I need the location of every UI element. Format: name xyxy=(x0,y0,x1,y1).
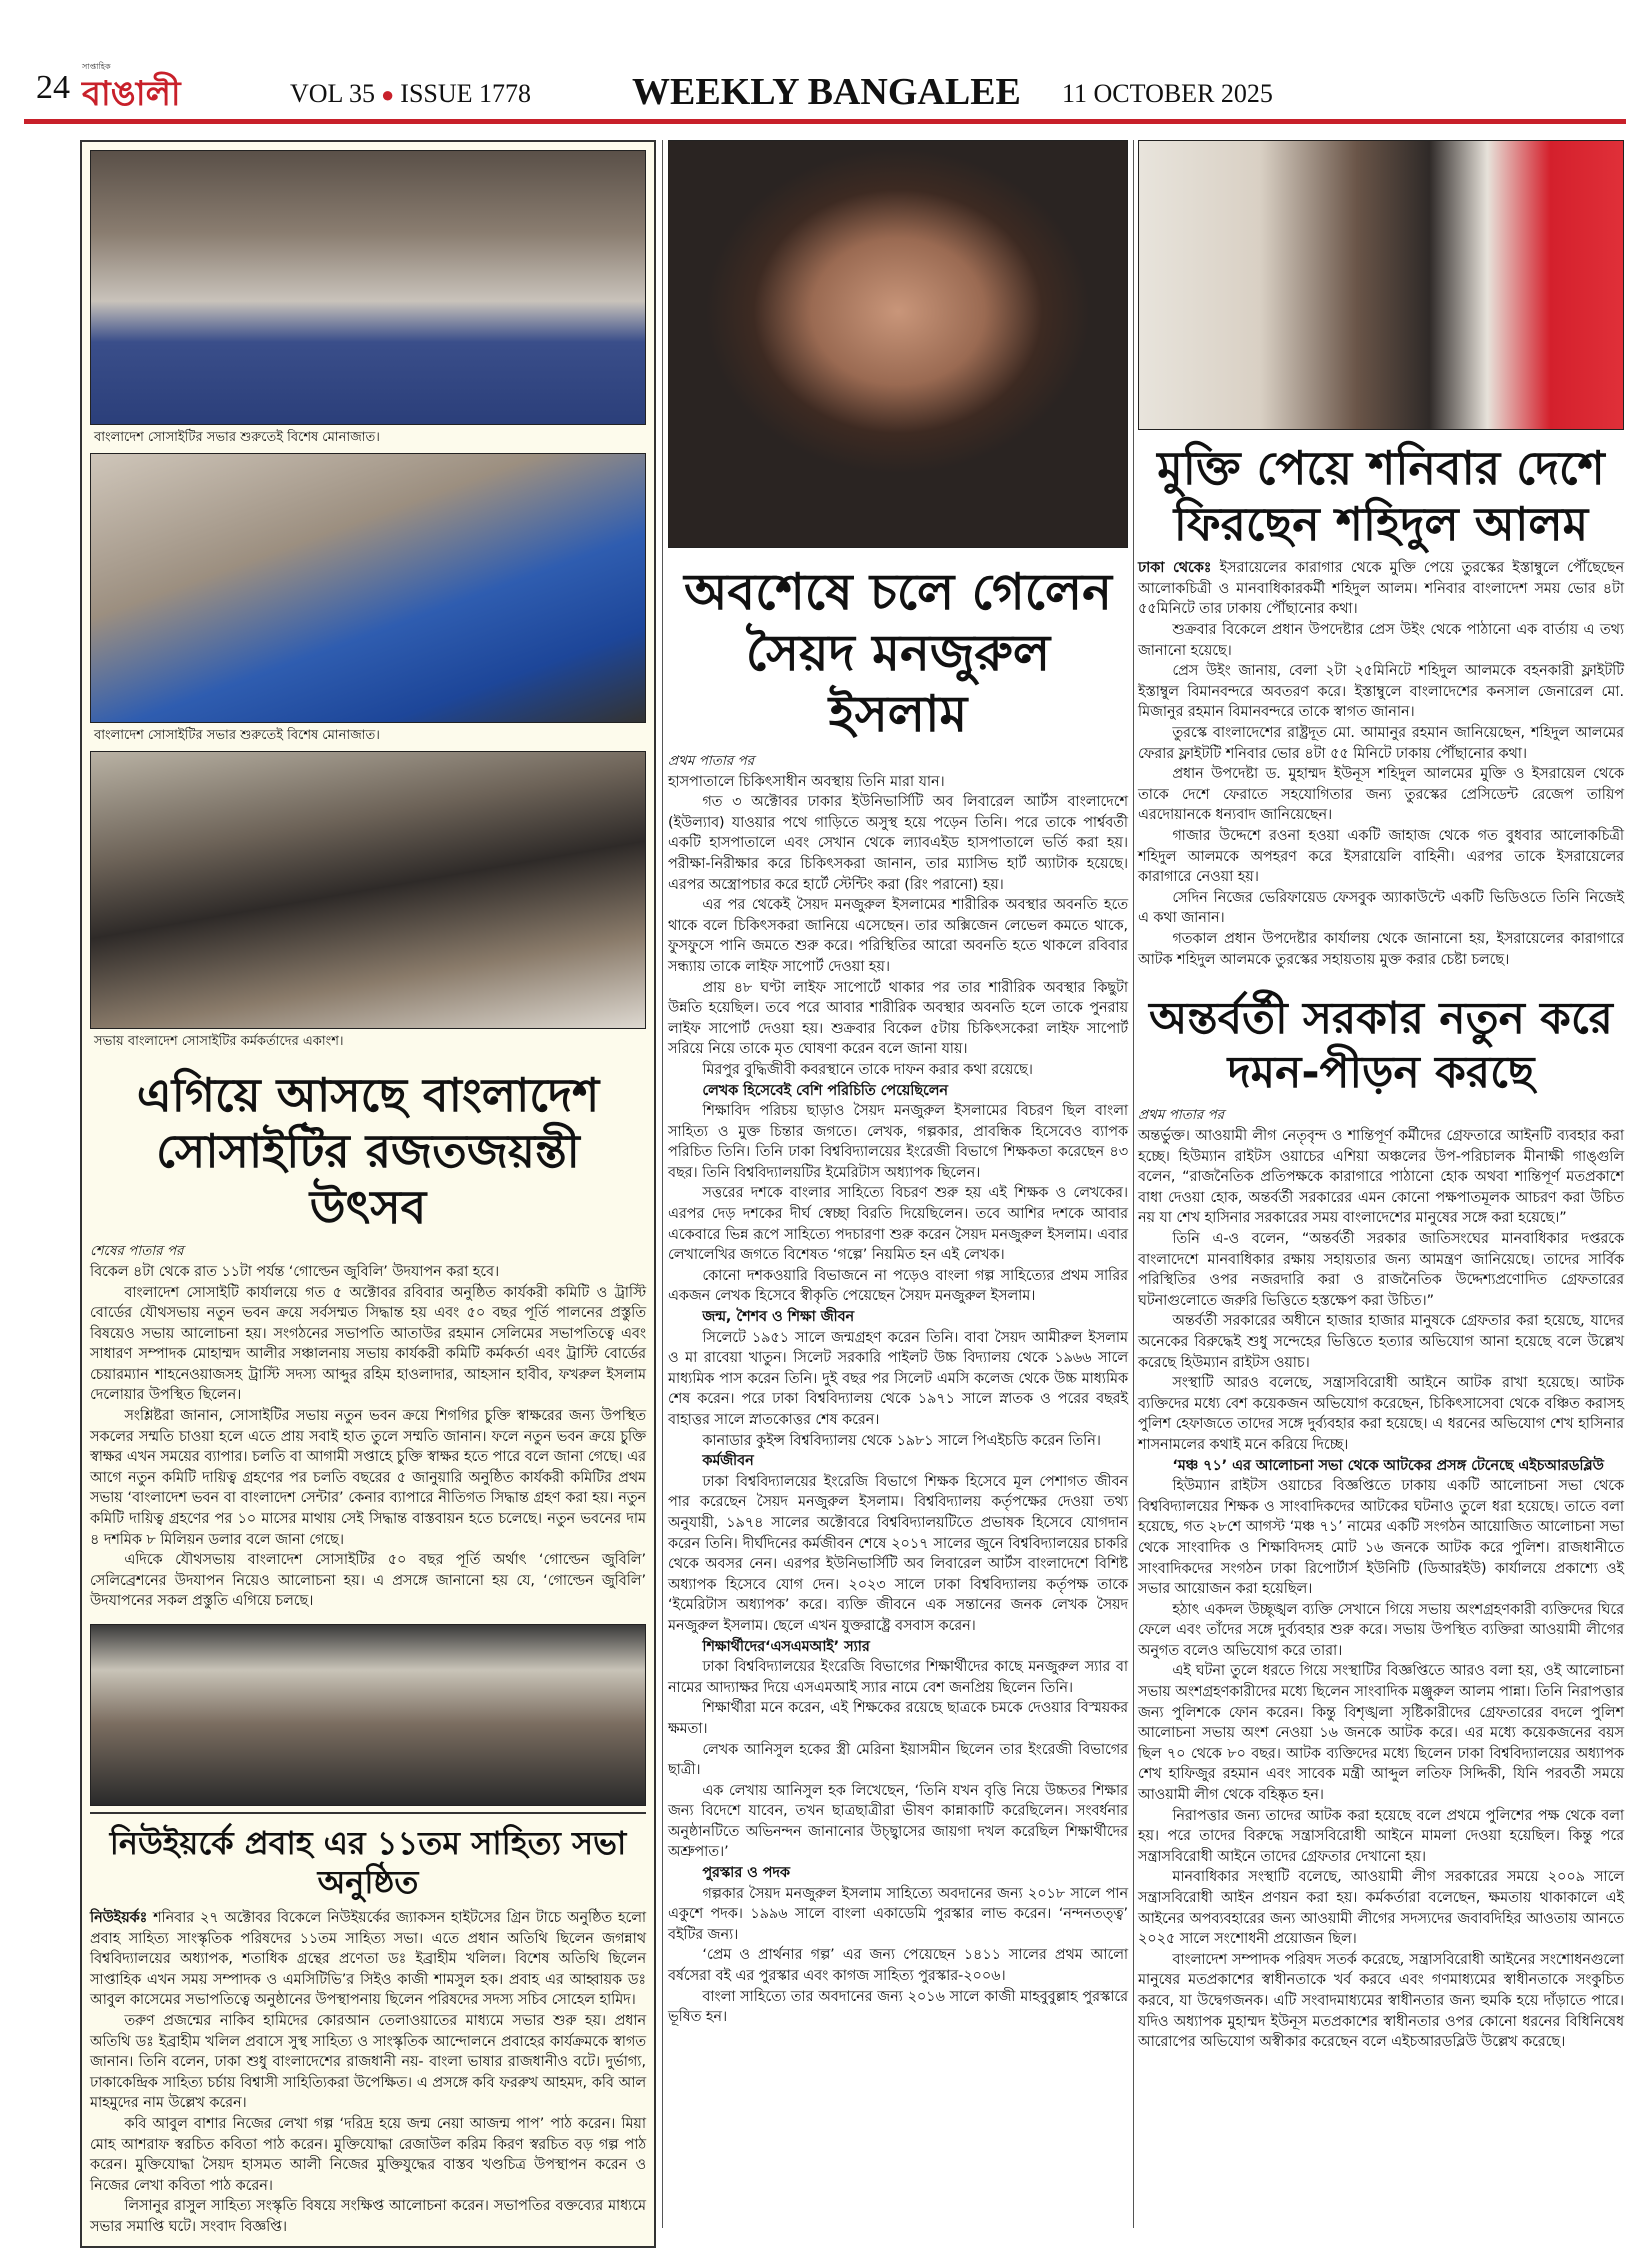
paragraph: বাংলা সাহিত্যে তার অবদানের জন্য ২০১৬ সালে কাজী মাহবুবুল্লাহ পুরস্কারে ভূষিত হন। xyxy=(668,1988,1128,2026)
headline-line: ফিরছেন শহিদুল আলম xyxy=(1173,497,1589,552)
photo-meeting-prayer-1 xyxy=(90,150,646,425)
headline-line: মুক্তি পেয়ে শনিবার দেশে xyxy=(1157,441,1605,495)
paragraph: ঢাকা বিশ্ববিদ্যালয়ের ইংরেজি বিভাগের শিক্ষার্থীদের কাছে মনজুরুল স্যার বা নামের আদ্যাক্ষর দিয়ে এসএমআই স্যার নামে বেশ জনপ্রিয় ছিলেন তিনি। xyxy=(668,1659,1128,1696)
issue: ISSUE 1778 xyxy=(400,79,532,108)
subheading: জন্ম, শৈশব ও শিক্ষা জীবন xyxy=(702,1309,855,1326)
kicker: শেষের পাতার পর xyxy=(90,1243,184,1260)
paragraph: লিসানুর রাসুল সাহিত্য সংস্কৃতি বিষয়ে সংক্ষিপ্ত আলোচনা করেন। সভাপতির বক্তব্যের মাধ্যমে সভার সমাপ্তি ঘটে। সংবাদ বিজ্ঞপ্তি। xyxy=(90,2198,646,2235)
paragraph: সংশ্লিষ্টরা জানান, সোসাইটির সভায় নতুন ভবন ক্রয়ে শিগগির চুক্তি স্বাক্ষরের জন্য উপস্থিত সকলের সম্মতি চাওয়া হলে এতে প্রায় সবাই হাত তুলে সম্মতি জানান। ফলে নতুন ভবন ক্রয়ে চুক্তি স্বাক্ষর এখন সময়ের ব্যাপার। চলতি বা আগামী সপ্তাহে চুক্তি স্বাক্ষর হতে পারে বলে জানা গেছে। এর আগে নতুন কমিটি দায়িত্ব গ্রহণের পর চলতি বছরের ৫ জানুয়ারি অনুষ্ঠিত কার্যকরী কমিটির প্রথম সভায় ‘বাংলাদেশ ভবন বা বাংলাদেশ সেন্টার’ কেনার ব্যাপারে নীতিগত সিদ্ধান্ত গ্রহণ করা হয়। নতুন কমিটি দায়িত্ব গ্রহণের পর ১০ মাসের মাথায় সেই সিদ্ধান্ত বাস্তবায়ন হতে চলেছে। নতুন ভবনের দাম ৪ দশমিক ৮ মিলিয়ন ডলার বলে জানা গেছে। xyxy=(90,1408,646,1548)
column-divider xyxy=(1133,140,1134,2228)
paragraph: অন্তর্ভুক্ত। আওয়ামী লীগ নেতৃবৃন্দ ও শান্তিপূর্ণ কর্মীদের গ্রেফতারে আইনটি ব্যবহার করা হচ্ছে। হিউম্যান রাইটস ওয়াচের এশিয়া অঞ্চলের উপ-পরিচালক মীনাক্ষী গাঙ্গুলি বলেন, “রাজনৈতিক প্রতিপক্ষকে কারাগারে পাঠানো হোক অথবা শান্তিপূর্ণ মতপ্রকাশে বাধা দেওয়া হোক, অন্তর্বর্তী সরকারের এমন কোনো পক্ষপাতমূলক আচরণ করা উচিত নয় যা শেখ হাসিনার সরকারের সময় বাংলাদেশের মানুষের সঙ্গে করা হয়েছে।” xyxy=(1138,1128,1624,1227)
article-society-jubilee xyxy=(90,1241,646,1612)
paragraph: বাংলাদেশ সোসাইটি কার্যালয়ে গত ৫ অক্টোবর রবিবার অনুষ্ঠিত কার্যকরী কমিটি ও ট্রাস্টি বোর্ডের যৌথসভায় নতুন ভবন ক্রয়ে সর্বসম্মত সিদ্ধান্ত হয় এবং ৫০ বছর পূর্তি পালনের প্রস্তুতি বিষয়েও সভায় আলোচনা হয়। সংগঠনের সভাপতি আতাউর রহমান সেলিমের সভাপতিত্বে এবং সাধারণ সম্পাদক মোহাম্মদ আলীর সঞ্চালনায় সভায় কার্যকরী কমিটি কর্মকর্তা এবং ট্রাস্টি বোর্ডের চেয়ারম্যান শাহনেওয়াজসহ ট্রাস্টি সদস্য আব্দুর রহিম হাওলাদার, আহসান হাবীব, ফখরুল ইসলাম দেলোয়ার উপস্থিত ছিলেন। xyxy=(90,1284,646,1404)
photo-probaho-literary-meeting xyxy=(90,1624,646,1806)
photo-caption: বাংলাদেশ সোসাইটির সভার শুরুতেই বিশেষ মোনাজাত। xyxy=(94,430,380,445)
headline-interim-govt xyxy=(1138,992,1624,1099)
paragraph: লেখক আনিসুল হকের স্ত্রী মেরিনা ইয়াসমীন ছিলেন তার ইংরেজী বিভাগের ছাত্রী। xyxy=(668,1741,1128,1779)
paragraph: হাসপাতালে চিকিৎসাধীন অবস্থায় তিনি মারা যান। xyxy=(668,773,945,790)
paragraph: ‘প্রেম ও প্রার্থনার গল্প’ এর জন্য পেয়েছেন ১৪১১ সালের প্রথম আলো বর্ষসেরা বই এর পুরস্কার এবং কাগজ সাহিত্য পুরস্কার-২০০৬। xyxy=(668,1947,1128,1985)
issue-date: 11 OCTOBER 2025 xyxy=(1062,79,1273,108)
paragraph xyxy=(90,1908,646,2011)
paragraph: এদিকে যৌথসভায় বাংলাদেশ সোসাইটির ৫০ বছর পূর্তি অর্থাৎ ‘গোল্ডেন জুবিলি’ সেলিব্রেশনের উদযাপন নিয়েও আলোচনা হয়। এ প্রসঙ্গে জানানো হয় যে, ‘গোল্ডেন জুবিলি’ উদযাপনের সকল প্রস্তুতি এগিয়ে চলছে। xyxy=(90,1552,646,1610)
photo-caption: বাংলাদেশ সোসাইটির সভার শুরুতেই বিশেষ মোনাজাত। xyxy=(94,728,380,743)
paragraph: সেদিন নিজের ভেরিফায়েড ফেসবুক অ্যাকাউন্টে একটি ভিডিওতে তিনি নিজেই এ কথা জানান। xyxy=(1138,889,1624,927)
masthead: WEEKLY BANGALEE xyxy=(632,71,1021,113)
logo-text: বাঙালী xyxy=(82,74,181,114)
paragraph: অন্তর্বর্তী সরকারের অধীনে হাজার হাজার মানুষকে গ্রেফতার করা হয়েছে, যাদের অনেকের বিরুদ্ধেই শুধু সন্দেহের ভিত্তিতে হত্যার অভিযোগ আনা হয়েছে বলে উল্লেখ করেছে হিউম্যান রাইটস ওয়াচ। xyxy=(1138,1313,1624,1371)
paragraph: গল্পকার সৈয়দ মনজুরুল ইসলাম সাহিত্যে অবদানের জন্য ২০১৮ সালে পান একুশে পদক। ১৯৯৬ সালে বাংলা একাডেমি পুরস্কার লাভ করেন। ‘নন্দনতত্ত্ব’ বইটির জন্য। xyxy=(668,1885,1128,1943)
paragraph-text: শনিবার ২৭ অক্টোবর বিকেলে নিউইয়র্কের জ্যাকসন হাইটসের গ্রিন টাচে অনুষ্ঠিত হলো প্রবাহ সাহিত্য সাংস্কৃতিক পরিষদের ১১তম সাহিত্য সভা। এতে প্রধান অতিথি ছিলেন জগন্নাথ বিশ্ববিদ্যালয়ের অধ্যাপক, শতাধিক গ্রন্থের প্রণেতা ডঃ ইব্রাহীম খলিল। বিশেষ অতিথি ছিলেন সাপ্তাহিক এখন সময় সম্পাদক ও এমসিটিভি’র সিইও কাজী শামসুল হক। প্রবাহ এর আহ্বায়ক ডঃ আবুল কাসেমের সভাপতিত্বে অনুষ্ঠানের উপস্থাপনায় ছিলেন পরিষদের সদস্য সচিব সোহেল হামিদ। xyxy=(90,1910,647,2009)
paragraph: গতকাল প্রধান উপদেষ্টার কার্যালয় থেকে জানানো হয়, ইসরায়েলের কারাগারে আটক শহিদুল আলমকে তুরস্কের সহায়তায় মুক্ত করার চেষ্টা চলছে। xyxy=(1138,930,1624,968)
page-number: 24 xyxy=(36,69,70,106)
paragraph: শিক্ষাবিদ পরিচয় ছাড়াও সৈয়দ মনজুরুল ইসলামের বিচরণ ছিল বাংলা সাহিত্য ও মুক্ত চিন্তার জগতে। লেখক, গল্পকার, প্রাবন্ধিক হিসেবেও ব্যাপক পরিচিত তিনি। তিনি ঢাকা বিশ্ববিদ্যালয়ের ইংরেজী বিভাগে শিক্ষকতা করেছেন ৪৩ বছর। তিনি বিশ্ববিদ্যালয়টির ইমেরিটাস অধ্যাপক ছিলেন। xyxy=(668,1103,1128,1181)
left-column-box xyxy=(80,140,656,2248)
header-rule xyxy=(24,119,1626,124)
photo-syed-manzoorul-islam xyxy=(668,140,1128,548)
paragraph: এর পর থেকেই সৈয়দ মনজুরুল ইসলামের শারীরিক অবস্থার অবনতি হতে থাকে বলে চিকিৎসকরা জানিয়ে এসেছেন। তার অক্সিজেন লেভেল কমতে থাকে, ফুসফুসে পানি জমতে শুরু করে। পরিস্থিতির আরো অবনতি হতে থাকলে রবিবার সন্ধ্যায় তাকে লাইফ সাপোর্ট দেওয়া হয়। xyxy=(668,897,1128,975)
paragraph: মানবাধিকার সংস্থাটি বলেছে, আওয়ামী লীগ সরকারের সময়ে ২০০৯ সালে সন্ত্রাসবিরোধী আইন প্রণয়ন করা হয়। কর্মকর্তারা বলেছেন, ক্ষমতায় থাকাকালে এই আইনের অপব্যবহারের জন্য আওয়ামী লীগের সদস্যদের জবাবদিহির আওতায় আনতে ২০২৫ সালে সংশোধনী প্রয়োজন ছিল। xyxy=(1138,1869,1624,1948)
paragraph: গত ৩ অক্টোবর ঢাকার ইউনিভার্সিটি অব লিবারেল আর্টস বাংলাদেশে (ইউল্যাব) যাওয়ার পথে গাড়িতে অসুস্থ হয়ে পড়েন তিনি। পরে তাকে পার্শ্ববর্তী একটি হাসপাতালে এবং সেখান থেকে ল্যাবএইড হাসপাতালে ভর্তি করা হয়। পরীক্ষা-নিরীক্ষার করে চিকিৎসকরা জানান, তার ম্যাসিভ হার্ট অ্যাটাক হয়েছে। এরপর অস্ত্রোপচার করে হার্টে স্টেন্টিং করা (রিং পরানো) হয়। xyxy=(668,794,1128,893)
paragraph: হিউম্যান রাইটস ওয়াচের বিজ্ঞপ্তিতে ঢাকায় একটি আলোচনা সভা থেকে বিশ্ববিদ্যালয়ের শিক্ষক ও সাংবাদিকদের আটকের ঘটনাও তুলে ধরা হয়েছে। তাতে বলা হয়েছে, গত ২৮শে আগস্ট ‘মঞ্চ ৭১’ নামের একটি সংগঠন আয়োজিত আলোচনা সভা থেকে সাংবাদিক ও শিক্ষাবিদসহ মোট ১৬ জনকে আটক করে পুলিশ। রাজধানীতে সাংবাদিকদের সংগঠন ঢাকা রিপোর্টার্স ইউনিটি (ডিআরইউ) কার্যালয়ে প্রকাশ্যে ওই সভার আয়োজন করা হয়েছিল। xyxy=(1138,1478,1624,1598)
paragraph: শিক্ষার্থীরা মনে করেন, এই শিক্ষকের রয়েছে ছাত্রকে চমকে দেওয়ার বিস্ময়কর ক্ষমতা। xyxy=(668,1700,1128,1737)
paragraph: কবি আবুল বাশার নিজের লেখা গল্প ‘দরিদ্র হয়ে জন্ম নেয়া আজন্ম পাপ’ পাঠ করেন। মিয়া মোহ আশরাফ স্বরচিত কবিতা পাঠ করেন। মুক্তিযোদ্ধা রেজাউল করিম কিরণ স্বরচিত বড় গল্প পাঠ করেন। মুক্তিযোদ্ধা সৈয়দ হাসমত আলী নিজের মুক্তিযুদ্ধের বাস্তব খণ্ডচিত্র উপস্থাপন করেন ও নিজের লেখা কবিতা পাঠ করেন। xyxy=(90,2116,646,2194)
subheading: লেখক হিসেবেই বেশি পরিচিতি পেয়েছিলেন xyxy=(702,1082,948,1099)
headline-society-jubilee: এগিয়ে আসছে বাংলাদেশ সোসাইটির রজতজয়ন্তী উৎসব xyxy=(136,1068,600,1235)
article-interim-govt xyxy=(1138,1105,1624,2052)
dateline: নিউইয়র্কঃ xyxy=(90,1910,148,1927)
photo-caption: সভায় বাংলাদেশ সোসাইটির কর্মকর্তাদের একাংশ। xyxy=(94,1034,344,1049)
paragraph: সিলেটে ১৯৫১ সালে জন্মগ্রহণ করেন তিনি। বাবা সৈয়দ আমীরুল ইসলাম ও মা রাবেয়া খাতুন। সিলেট সরকারি পাইলট উচ্চ বিদ্যালয় থেকে ১৯৬৬ সালে মাধ্যমিক পাস করেন তিনি। দুই বছর পর সিলেট এমসি কলেজ থেকে উচ্চ মাধ্যমিক শেষ করেন। পরে ঢাকা বিশ্ববিদ্যালয় থেকে ১৯৭১ সালে স্নাতক ও পরের বছরই বাহাত্তর সালে স্নাতকোত্তর শেষ করেন। xyxy=(668,1329,1128,1428)
paragraph: কোনো দশকওয়ারি বিভাজনে না পড়েও বাংলা গল্প সাহিত্যের প্রথম সারির একজন লেখক হিসেবে স্বীকৃতি পেয়েছেন সৈয়দ মনজুরুল ইসলাম। xyxy=(668,1267,1128,1305)
divider xyxy=(90,1812,646,1814)
photo-society-officials xyxy=(90,751,646,1029)
headline-manzoorul xyxy=(668,562,1128,745)
subheading: ‘মঞ্চ ৭১’ এর আলোচনা সভা থেকে আটকের প্রসঙ্গ টেনেছে এইচআরডব্লিউ xyxy=(1172,1457,1604,1474)
headline-probaho: নিউইয়র্কে প্রবাহ এর ১১তম সাহিত্য সভা অনুষ্ঠিত xyxy=(109,1824,627,1902)
paragraph: প্রধান উপদেষ্টা ড. মুহাম্মদ ইউনূস শহিদুল আলমের মুক্তি ও ইসরায়েল থেকে তাকে দেশে ফেরাতে সহযোগিতার জন্য তুরস্কের প্রেসিডেন্ট রেজেপ তায়িপ এরদোয়ানকে ধন্যবাদ জানিয়েছেন। xyxy=(1138,766,1624,824)
article-shahidul xyxy=(1138,558,1624,970)
headline-shahidul xyxy=(1138,440,1624,552)
subheading: পুরস্কার ও পদক xyxy=(702,1865,790,1882)
article-probaho xyxy=(90,1908,646,2238)
paragraph: বাংলাদেশ সম্পাদক পরিষদ সতর্ক করেছে, সন্ত্রাসবিরোধী আইনের সংশোধনগুলো মানুষের মতপ্রকাশের স্বাধীনতাকে খর্ব করবে এবং গণমাধ্যমের স্বাধীনতাকে সংকুচিত করবে, যা উদ্বেগজনক। এটি সংবাদমাধ্যমের স্বাধীনতার জন্য হুমকি হয়ে দাঁড়াতে পারে। যদিও অধ্যাপক মুহাম্মদ ইউনূস মতপ্রকাশের স্বাধীনতার ওপর কোনো ধরনের বিধিনিষেধ আরোপের অভিযোগ অস্বীকার করেছেন বলে এইচআরডব্লিউ উল্লেখ করেছে। xyxy=(1138,1951,1624,2051)
paragraph: বিকেল ৪টা থেকে রাত ১১টা পর্যন্ত ‘গোল্ডেন জুবিলি’ উদযাপন করা হবে। xyxy=(90,1263,500,1280)
paragraph: প্রায় ৪৮ ঘণ্টা লাইফ সাপোর্টে থাকার পর তার শারীরিক অবস্থার কিছুটা উন্নতি হয়েছিল। তবে পরে আবার শারীরিক অবস্থার অবনতি হলে তাকে পুনরায় লাইফ সাপোর্ট দেওয়া হয়। শুক্রবার বিকেল ৫টায় চিকিৎসকেরা লাইফ সাপোর্ট সরিয়ে নিয়ে তাকে মৃত ঘোষণা করেন বলে জানা যায়। xyxy=(668,979,1128,1058)
paragraph: কানাডার কুইন্স বিশ্ববিদ্যালয় থেকে ১৯৮১ সালে পিএইচডি করেন তিনি। xyxy=(702,1432,1101,1449)
paragraph: এক লেখায় আনিসুল হক লিখেছেন, ‘তিনি যখন বৃত্তি নিয়ে উচ্চতর শিক্ষার জন্য বিদেশে যাবেন, তখন ছাত্রছাত্রীরা ভীষণ কান্নাকাটি করেছিলেন। সংবর্ধনার অনুষ্ঠানটিতে অভিনন্দন জানানোর উচ্ছ্বাসের জায়গা দখল করেছিল শিক্ষার্থীদের অশ্রুপাত।’ xyxy=(668,1782,1128,1861)
photo-shahidul-alam xyxy=(1138,140,1624,430)
kicker: প্রথম পাতার পর xyxy=(1138,1107,1225,1124)
kicker: প্রথম পাতার পর xyxy=(668,753,755,769)
photo-meeting-prayer-2 xyxy=(90,453,646,723)
paragraph: তরুণ প্রজন্মের নাকিব হামিদের কোরআন তেলাওয়াতের মাধ্যমে সভার শুরু হয়। প্রধান অতিথি ডঃ ইব্রাহীম খলিল প্রবাসে সুস্থ সাহিত্য ও সাংস্কৃতিক আন্দোলনে প্রবাহের কার্যক্রমকে স্বাগত জানান। তিনি বলেন, ঢাকা শুধু বাংলাদেশের রাজধানী নয়- বাংলা ভাষার রাজধানীও বটে। দুর্ভাগ্য, ঢাকাকেন্দ্রিক সাহিত্য চর্চায় বিশ্বাসী সাহিত্যিকরা উপেক্ষিত। এ প্রসঙ্গে কবি ফররুখ আহমদ, কবি আল মাহমুদের নাম উল্লেখ করেন। xyxy=(90,2013,646,2112)
headline-line: অবশেষে চলে গেলেন xyxy=(684,563,1112,621)
paragraph: এই ঘটনা তুলে ধরতে গিয়ে সংস্থাটির বিজ্ঞপ্তিতে আরও বলা হয়, ওই আলোচনা সভায় অংশগ্রহণকারীদের মধ্যে ছিলেন সাংবাদিক মঞ্জুরুল আলম পান্না। তিনি নিরাপত্তার জন্য পুলিশকে ফোন করেন। কিন্তু বিশৃঙ্খলা সৃষ্টিকারীদের গ্রেফতারের বদলে পুলিশ আলোচনা সভায় অংশ নেওয়া ১৬ জনকে আটক করে। এর মধ্যে কয়েকজনের বয়স ছিল ৭০ থেকে ৮০ বছর। আটক ব্যক্তিদের মধ্যে ছিলেন ঢাকা বিশ্ববিদ্যালয়ের অধ্যাপক শেখ হাফিজুর রহমান এবং সাবেক মন্ত্রী আব্দুল লতিফ সিদ্দিকী, যিনি পরবর্তী সময়ে আওয়ামী লীগ থেকে বহিষ্কৃত হন। xyxy=(1138,1663,1624,1804)
headline-line: অন্তর্বর্তী সরকার নতুন করে xyxy=(1149,993,1613,1045)
paragraph: সংস্থাটি আরও বলেছে, সন্ত্রাসবিরোধী আইনে আটক রাখা হয়েছে। আটক ব্যক্তিদের মধ্যে বেশ কয়েকজন অভিযোগ করেছেন, চিকিৎসাসেবা থেকে বঞ্চিত করাসহ পুলিশ হেফাজতে তাদের সঙ্গে দুর্ব্যবহার করা হয়েছে। এ ধরনের অভিযোগ শেখ হাসিনার শাসনামলের কথাই মনে করিয়ে দিচ্ছে। xyxy=(1138,1375,1624,1453)
paragraph: নিরাপত্তার জন্য তাদের আটক করা হয়েছে বলে প্রথমে পুলিশের পক্ষ থেকে বলা হয়। পরে তাদের বিরুদ্ধে সন্ত্রাসবিরোধী আইনে মামলা দেওয়া হয়েছিল। কিন্তু পরে সন্ত্রাসবিরোধী আইনে তাদের গ্রেফতার দেখানো হয়। xyxy=(1138,1807,1624,1865)
paragraph: তুরস্কে বাংলাদেশের রাষ্ট্রদূত মো. আমানুর রহমান জানিয়েছেন, শহিদুল আলমের ফেরার ফ্লাইটটি শনিবার ভোর ৪টা ৫৫ মিনিটে ঢাকায় পৌঁছানোর কথা। xyxy=(1138,724,1624,762)
paragraph-text: ইসরায়েলের কারাগার থেকে মুক্তি পেয়ে তুরস্কের ইস্তাম্বুলে পৌঁছেছেন আলোকচিত্রী ও মানবাধিকারকর্মী শহিদুল আলম। শনিবার বাংলাদেশ সময় ভোর ৪টা ৫৫মিনিটে তার ঢাকায় পৌঁছানোর কথা। xyxy=(1138,560,1624,618)
paragraph: হঠাৎ একদল উচ্ছৃঙ্খল ব্যক্তি সেখানে গিয়ে সভায় অংশগ্রহণকারী ব্যক্তিদের ঘিরে ফেলে এবং তাঁদের সঙ্গে দুর্ব্যবহার শুরু করে। সভায় উপস্থিত ব্যক্তিরা আওয়ামী লীগের অনুগত বলেও অভিযোগ করে তারা। xyxy=(1138,1601,1624,1659)
middle-column xyxy=(668,140,1128,2028)
subheading: শিক্ষার্থীদের‘এসএমআই’ স্যার xyxy=(702,1638,870,1655)
paragraph: গাজার উদ্দেশে রওনা হওয়া একটি জাহাজ থেকে গত বুধবার আলোকচিত্রী শহিদুল আলমকে অপহরণ করে ইসরায়েলি বাহিনী। এরপর তাকে ইসরায়েলের কারাগারে নেওয়া হয়। xyxy=(1138,827,1624,886)
paragraph: প্রেস উইং জানায়, বেলা ২টা ২৫মিনিটে শহিদুল আলমকে বহনকারী ফ্লাইটটি ইস্তাম্বুল বিমানবন্দরে অবতরণ করে। ইস্তাম্বুলে বাংলাদেশের কনসাল জেনারেল মো. মিজানুর রহমান বিমানবন্দরে তাকে স্বাগত জানান। xyxy=(1138,663,1624,721)
column-divider xyxy=(662,140,663,2228)
subheading: কর্মজীবন xyxy=(702,1453,754,1470)
article-manzoorul xyxy=(668,751,1128,2028)
volume-issue xyxy=(290,78,531,111)
paragraph: মিরপুর বুদ্ধিজীবী কবরস্থানে তাকে দাফন করার কথা রয়েছে। xyxy=(702,1061,1033,1078)
paragraph: শুক্রবার বিকেলে প্রধান উপদেষ্টার প্রেস উইং থেকে পাঠানো এক বার্তায় এ তথ্য জানানো হয়েছে। xyxy=(1138,622,1624,659)
dateline: ঢাকা থেকেঃ xyxy=(1138,560,1212,577)
volume: VOL 35 xyxy=(290,79,375,108)
headline-line: সৈয়দ মনজুরুল ইসলাম xyxy=(745,624,1051,743)
paragraph xyxy=(1138,558,1624,620)
newspaper-logo xyxy=(82,62,232,116)
right-column xyxy=(1138,140,1624,2053)
paragraph: তিনি এ-ও বলেন, “অন্তর্বর্তী সরকার জাতিসংঘের মানবাধিকার দপ্তরকে বাংলাদেশে মানবাধিকার রক্ষায় সহায়তার জন্য আমন্ত্রণ জানিয়েছে। তাদের সার্বিক পরিস্থিতির ওপর নজরদারি করা ও রাজনৈতিক উদ্দেশ্যপ্রণোদিত গ্রেফতারের ঘটনাগুলোতে জরুরি ভিত্তিতে হস্তক্ষেপ করা উচিত।” xyxy=(1138,1231,1624,1309)
bullet-icon: ● xyxy=(380,82,395,107)
headline-line: দমন-পীড়ন করছে xyxy=(1227,1046,1535,1098)
paragraph: সত্তরের দশকে বাংলার সাহিত্যে বিচরণ শুরু হয় এই শিক্ষক ও লেখকের। এরপর দেড় দশকের দীর্ঘ স্বেচ্ছা বিরতি দিয়েছিলেন। তবে আশির দশকে আবার একেবারে ভিন্ন রূপে সাহিত্যে পদচারণা শুরু করেন সৈয়দ মনজুরুল ইসলাম। এবার লেখালেখির জগতে বিশেষত ‘গল্পে’ নিয়মিত হন এই লেখক। xyxy=(668,1185,1128,1264)
paragraph: ঢাকা বিশ্ববিদ্যালয়ের ইংরেজি বিভাগে শিক্ষক হিসেবে মূল পেশাগত জীবন পার করেছেন সৈয়দ মনজুরুল ইসলাম। বিশ্ববিদ্যালয় কর্তৃপক্ষের দেওয়া তথ্য অনুযায়ী, ১৯৭৪ সালের অক্টোবরে বিশ্ববিদ্যালয়টিতে প্রভাষক হিসেবে যোগদান করেন তিনি। দীর্ঘদিনের কর্মজীবন শেষে ২০১৭ সালের জুনে বিশ্ববিদ্যালয়ের চাকরি থেকে অবসর নেন। এরপর ইউনিভার্সিটি অব লিবারেল আর্টস বাংলাদেশে বিশিষ্ট অধ্যাপক হিসেবে যোগ দেন। ২০২৩ সালে ঢাকা বিশ্ববিদ্যালয় কর্তৃপক্ষ তাকে ‘ইমেরিটাস অধ্যাপক’ করে। ব্যক্তি জীবনে এক সন্তানের জনক লেখক সৈয়দ মনজুরুল ইসলাম। ছেলে এখন যুক্তরাষ্ট্রে বসবাস করেন। xyxy=(668,1473,1128,1634)
logo-small-text: সাপ্তাহিক xyxy=(82,62,111,71)
